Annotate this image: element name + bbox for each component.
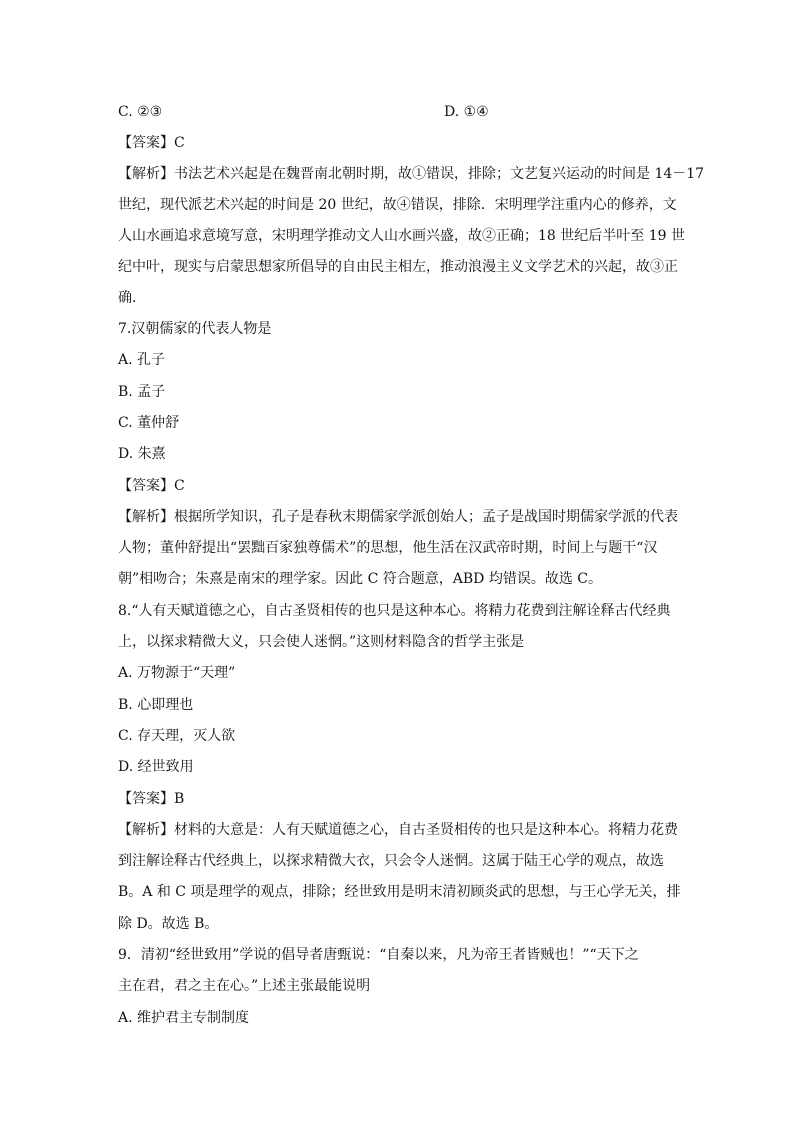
q8-option-a: A. 万物源于“天理” — [118, 665, 236, 681]
q8-analysis-line-2: 到注解诠释古代经典上，以探求精微大衣，只会令人迷惘。这属于陆王心学的观点，故选 — [118, 853, 664, 869]
q6-analysis-line-5: 确． — [118, 290, 146, 306]
q8-question-line-2: 上，以探求精微大义，只会使人迷惘。”这则材料隐含的哲学主张是 — [118, 634, 525, 650]
q8-analysis-line-4: 除 D。故选 B。 — [118, 916, 219, 932]
q7-analysis-line-3: 朝”相吻合；朱熹是南宋的理学家。因此 C 符合题意，ABD 均错误。故选 C。 — [118, 571, 603, 587]
q8-question-line-1: 8.“人有天赋道德之心，自古圣贤相传的也只是这种本心。将精力花费到注解诠释古代经典 — [118, 603, 671, 619]
prev-option-d: D. ①④ — [444, 104, 489, 120]
q7-option-a: A. 孔子 — [118, 352, 166, 368]
q9-question-line-2: 主在君，君之主在心。”上述主张最能说明 — [118, 978, 371, 994]
q7-analysis-line-1: 【解析】根据所学知识，孔子是春秋末期儒家学派创始人；孟子是战国时期儒家学派的代表 — [118, 509, 678, 525]
q6-analysis-line-4: 纪中叶，现实与启蒙思想家所倡导的自由民主相左，推动浪漫主义文学艺术的兴起，故③正 — [118, 259, 678, 275]
q7-analysis-line-2: 人物；董仲舒提出“罢黜百家独尊儒术”的思想，他生活在汉武帝时期，时间上与题干“汉 — [118, 540, 658, 556]
q6-answer: 【答案】C — [118, 135, 185, 151]
q9-option-a: A. 维护君主专制制度 — [118, 1010, 250, 1026]
q6-analysis-line-3: 人山水画追求意境写意，宋明理学推动文人山水画兴盛，故②正确；18 世纪后半叶至 19 世 — [118, 228, 685, 244]
q8-analysis-line-3: B。A 和 C 项是理学的观点，排除；经世致用是明末清初顾炎武的思想，与王心学无关，排 — [118, 884, 681, 900]
q6-analysis-line-2: 世纪，现代派艺术兴起的时间是 20 世纪，故④错误，排除．宋明理学注重内心的修养，文 — [118, 197, 677, 213]
q7-question: 7.汉朝儒家的代表人物是 — [118, 321, 272, 337]
q6-analysis-line-1: 【解析】书法艺术兴起是在魏晋南北朝时期，故①错误，排除；文艺复兴运动的时间是 14－17 — [118, 166, 705, 182]
q7-option-d: D. 朱熹 — [118, 446, 166, 462]
q9-question-line-1: 9．清初“经世致用”学说的倡导者唐甄说：“自秦以来，凡为帝王者皆贼也！”“天下之 — [118, 947, 639, 963]
prev-option-c: C. ②③ — [118, 104, 163, 120]
q7-option-c: C. 董仲舒 — [118, 415, 180, 431]
q8-analysis-line-1: 【解析】材料的大意是：人有天赋道德之心，自古圣贤相传的也只是这种本心。将精力花费 — [118, 822, 678, 838]
q7-option-b: B. 孟子 — [118, 384, 166, 400]
q8-answer: 【答案】B — [118, 791, 185, 807]
q8-option-d: D. 经世致用 — [118, 759, 194, 775]
q8-option-c: C. 存天理，灭人欲 — [118, 728, 236, 744]
q8-option-b: B. 心即理也 — [118, 697, 194, 713]
q7-answer: 【答案】C — [118, 478, 185, 494]
